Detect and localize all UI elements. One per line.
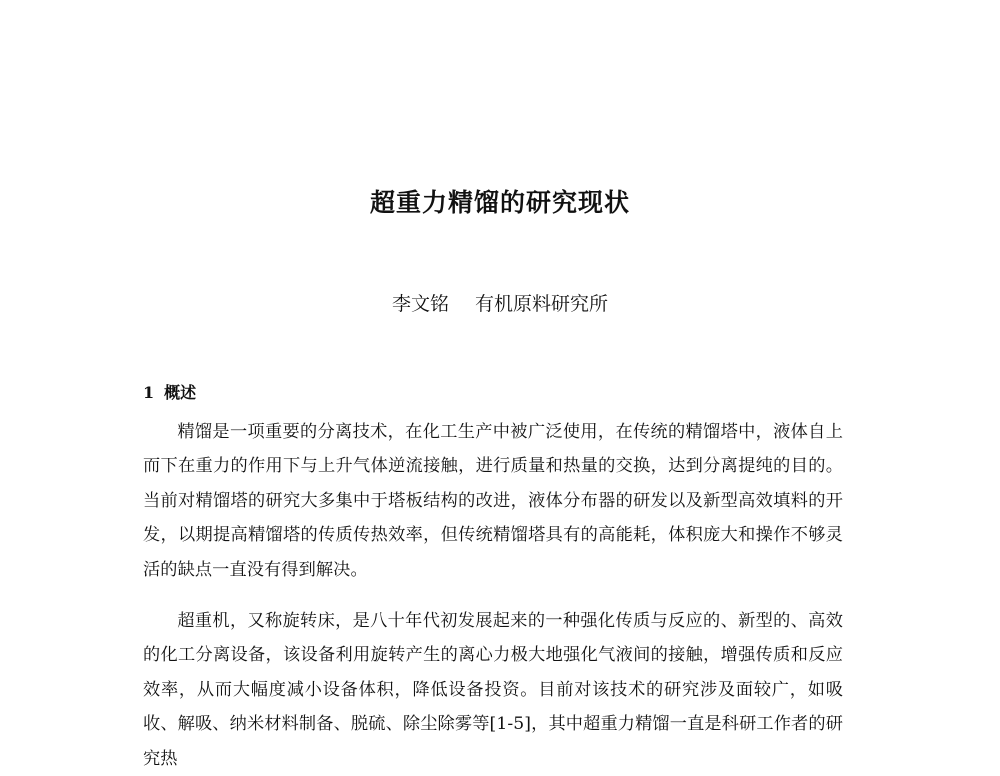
section-title: 概述 xyxy=(164,383,197,402)
paragraph-1: 精馏是一项重要的分离技术，在化工生产中被广泛使用，在传统的精馏塔中，液体自上而下在重力的作用下与上升气体逆流接触，进行质量和热量的交换，达到分离提纯的目的。当前对精馏塔的研究大多集中于塔板结构的改进，液体分布器的研发以及新型高效填料的开发，以期提高精馏塔的传质传热效率，但传统精馏塔具有的高能耗，体积庞大和操作不够灵活的缺点一直没有得到解决。 xyxy=(143,422,843,580)
author-byline xyxy=(0,290,1000,318)
section-number: 1 xyxy=(143,383,155,402)
document-title: 超重力精馏的研究现状 xyxy=(369,188,630,217)
section-heading xyxy=(143,381,196,405)
paragraph-2: 超重机，又称旋转床，是八十年代初发展起来的一种强化传质与反应的、新型的、高效的化工分离设备，该设备利用旋转产生的离心力极大地强化气液间的接触，增强传质和反应效率，从而大幅度减小设备体积，降低设备投资。目前对该技术的研究涉及面较广，如吸收、解吸、纳米材料制备、脱硫、除尘除雾等[1-5]，其中超重力精馏一直是科研工作者的研究热 xyxy=(143,611,843,769)
author-name: 李文铭 xyxy=(391,293,449,315)
author-affiliation: 有机原料研究所 xyxy=(475,293,609,315)
